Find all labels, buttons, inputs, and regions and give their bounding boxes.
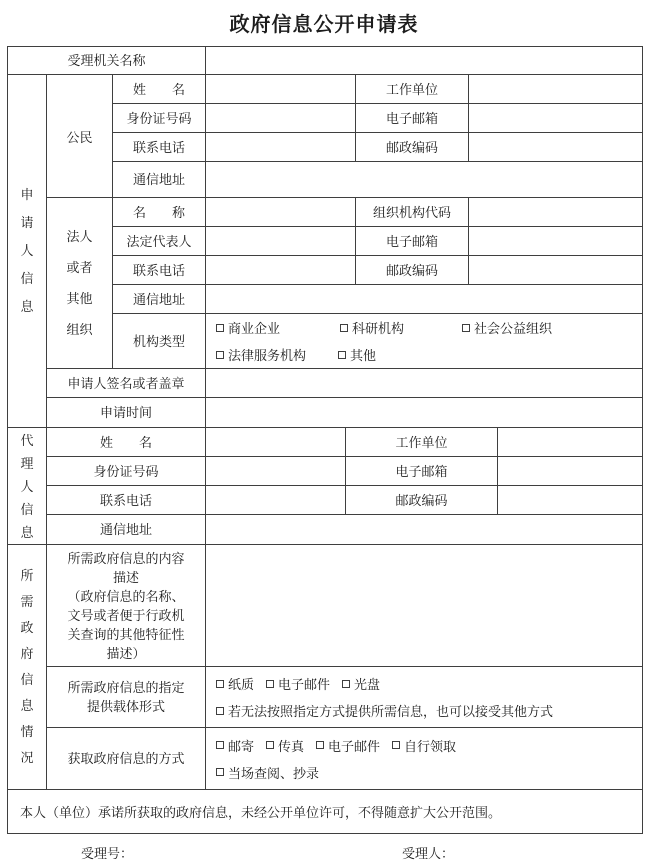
checkbox-email-obtain[interactable] bbox=[316, 736, 380, 755]
checkbox-cd[interactable] bbox=[342, 674, 380, 693]
checkbox-onsite-copy[interactable] bbox=[216, 763, 319, 782]
option-label: 邮寄 bbox=[228, 738, 255, 754]
section-label-agent-text: 代理人信息 bbox=[20, 432, 34, 540]
request-description-input[interactable] bbox=[206, 545, 642, 666]
section-applicant bbox=[8, 75, 642, 428]
org-address-label: 通信地址 bbox=[113, 285, 206, 313]
org-postcode-input[interactable] bbox=[469, 256, 642, 284]
agent-workunit-label: 工作单位 bbox=[346, 428, 498, 456]
apply-time-input[interactable] bbox=[206, 398, 642, 427]
checkbox-accept-other-method[interactable] bbox=[216, 701, 553, 720]
citizen-address-input[interactable] bbox=[206, 162, 642, 197]
commitment-text: 本人（单位）承诺所获取的政府信息，未经公开单位许可，不得随意扩大公开范围。 bbox=[20, 805, 502, 820]
agent-phone-input[interactable] bbox=[206, 486, 346, 514]
accepting-authority-row bbox=[8, 47, 642, 75]
option-label: 电子邮件 bbox=[278, 677, 331, 692]
signature-input[interactable] bbox=[206, 369, 642, 397]
agent-name-input[interactable] bbox=[206, 428, 346, 456]
checkbox-icon bbox=[392, 741, 400, 749]
citizen-name-input[interactable] bbox=[206, 75, 356, 103]
agent-postcode-label: 邮政编码 bbox=[346, 486, 498, 514]
signature-label: 申请人签名或者盖章 bbox=[47, 369, 206, 397]
carrier-row bbox=[47, 667, 642, 728]
org-type-label: 机构类型 bbox=[113, 314, 206, 368]
checkbox-self-pickup[interactable] bbox=[392, 736, 456, 755]
agent-phone-label: 联系电话 bbox=[47, 486, 206, 514]
obtain-options-line2 bbox=[216, 763, 642, 782]
checkbox-legal-service-org[interactable] bbox=[216, 345, 338, 364]
agent-name-row bbox=[47, 428, 642, 457]
citizen-postcode-label: 邮政编码 bbox=[356, 133, 469, 161]
apply-time-label: 申请时间 bbox=[47, 398, 206, 427]
option-label: 当场查阅、抄录 bbox=[228, 765, 320, 781]
citizen-email-input[interactable] bbox=[469, 104, 642, 132]
group-label-citizen bbox=[47, 75, 113, 197]
option-label: 其他 bbox=[350, 348, 377, 363]
checkbox-email-carrier[interactable] bbox=[266, 674, 330, 693]
agent-phone-row bbox=[47, 486, 642, 515]
group-citizen bbox=[47, 75, 642, 198]
carrier-options bbox=[206, 667, 642, 727]
org-code-input[interactable] bbox=[469, 198, 642, 226]
section-agent bbox=[8, 428, 642, 545]
org-phone-input[interactable] bbox=[206, 256, 356, 284]
agent-id-row bbox=[47, 457, 642, 486]
citizen-id-label: 身份证号码 bbox=[113, 104, 206, 132]
citizen-phone-label: 联系电话 bbox=[113, 133, 206, 161]
org-postcode-label: 邮政编码 bbox=[356, 256, 469, 284]
option-label: 法律服务机构 bbox=[228, 348, 307, 363]
group-label-citizen-text: 公民 bbox=[66, 129, 93, 145]
checkbox-icon bbox=[338, 351, 346, 359]
checkbox-icon bbox=[216, 768, 224, 776]
checkbox-public-welfare-org[interactable] bbox=[462, 318, 552, 337]
acceptor-label: 受理人： bbox=[402, 846, 455, 861]
org-phone-label: 联系电话 bbox=[113, 256, 206, 284]
org-phone-row bbox=[113, 256, 642, 285]
agent-workunit-input[interactable] bbox=[498, 428, 642, 456]
agent-postcode-input[interactable] bbox=[498, 486, 642, 514]
group-label-organization bbox=[47, 198, 113, 368]
checkbox-icon bbox=[216, 741, 224, 749]
section-label-applicant bbox=[8, 75, 47, 427]
agent-id-label: 身份证号码 bbox=[47, 457, 206, 485]
checkbox-icon bbox=[216, 707, 224, 715]
section-label-request-text: 所需政府信息情况 bbox=[20, 568, 34, 765]
agent-name-label: 姓 名 bbox=[47, 428, 206, 456]
agent-id-input[interactable] bbox=[206, 457, 346, 485]
agent-address-label: 通信地址 bbox=[47, 515, 206, 544]
carrier-options-line2 bbox=[216, 701, 642, 720]
org-code-label: 组织机构代码 bbox=[356, 198, 469, 226]
obtain-options-line1 bbox=[216, 736, 642, 755]
citizen-address-label: 通信地址 bbox=[113, 162, 206, 197]
citizen-workunit-input[interactable] bbox=[469, 75, 642, 103]
option-label: 商业企业 bbox=[228, 321, 281, 336]
agent-email-label: 电子邮箱 bbox=[346, 457, 498, 485]
citizen-name-row bbox=[113, 75, 642, 104]
option-label: 科研机构 bbox=[352, 321, 405, 336]
signature-row bbox=[47, 369, 642, 398]
footer bbox=[0, 843, 648, 863]
option-label: 社会公益组织 bbox=[474, 321, 553, 336]
checkbox-icon bbox=[266, 680, 274, 688]
checkbox-icon bbox=[342, 680, 350, 688]
checkbox-other-org[interactable] bbox=[338, 345, 376, 364]
acceptance-number-label: 受理号： bbox=[81, 846, 134, 861]
checkbox-fax[interactable] bbox=[266, 736, 304, 755]
option-label: 电子邮件 bbox=[328, 738, 381, 754]
citizen-id-input[interactable] bbox=[206, 104, 356, 132]
option-label: 若无法按照指定方式提供所需信息，也可以接受其他方式 bbox=[228, 704, 554, 719]
obtain-label: 获取政府信息的方式 bbox=[47, 728, 206, 789]
checkbox-icon bbox=[340, 324, 348, 332]
accepting-authority-label: 受理机关名称 bbox=[8, 47, 206, 74]
citizen-postcode-input[interactable] bbox=[469, 133, 642, 161]
checkbox-icon bbox=[216, 324, 224, 332]
group-label-organization-text: 法人或者其他组织 bbox=[66, 229, 93, 337]
org-type-options-line1 bbox=[216, 318, 642, 337]
request-description-row bbox=[47, 545, 642, 667]
checkbox-mail[interactable] bbox=[216, 736, 254, 755]
carrier-options-line1 bbox=[216, 674, 642, 693]
option-label: 传真 bbox=[278, 738, 305, 754]
org-type-row bbox=[113, 314, 642, 368]
option-label: 纸质 bbox=[228, 677, 255, 692]
page-title: 政府信息公开申请表 bbox=[229, 14, 419, 36]
org-representative-row bbox=[113, 227, 642, 256]
org-email-label: 电子邮箱 bbox=[356, 227, 469, 255]
apply-time-row bbox=[47, 398, 642, 427]
org-name-row bbox=[113, 198, 642, 227]
checkbox-research-institution[interactable] bbox=[340, 318, 462, 337]
option-label: 光盘 bbox=[354, 677, 381, 692]
checkbox-icon bbox=[266, 741, 274, 749]
org-type-options bbox=[206, 314, 642, 368]
org-representative-input[interactable] bbox=[206, 227, 356, 255]
checkbox-icon bbox=[216, 680, 224, 688]
citizen-email-label: 电子邮箱 bbox=[356, 104, 469, 132]
application-form bbox=[7, 46, 643, 834]
section-label-request bbox=[8, 545, 47, 789]
org-address-row bbox=[113, 285, 642, 314]
checkbox-commercial-enterprise[interactable] bbox=[216, 318, 340, 337]
citizen-name-label: 姓 名 bbox=[113, 75, 206, 103]
citizen-phone-input[interactable] bbox=[206, 133, 356, 161]
obtain-row bbox=[47, 728, 642, 789]
agent-email-input[interactable] bbox=[498, 457, 642, 485]
org-name-input[interactable] bbox=[206, 198, 356, 226]
org-email-input[interactable] bbox=[469, 227, 642, 255]
checkbox-icon bbox=[216, 351, 224, 359]
section-request bbox=[8, 545, 642, 790]
section-label-agent bbox=[8, 428, 47, 544]
carrier-label: 所需政府信息的指定 提供载体形式 bbox=[47, 667, 206, 727]
citizen-phone-row bbox=[113, 133, 642, 162]
org-name-label: 名 称 bbox=[113, 198, 206, 226]
checkbox-paper[interactable] bbox=[216, 674, 254, 693]
accepting-authority-input[interactable] bbox=[206, 47, 642, 74]
agent-address-input[interactable] bbox=[206, 515, 642, 544]
checkbox-icon bbox=[316, 741, 324, 749]
request-description-label: 所需政府信息的内容 描述 （政府信息的名称、 文号或者便于行政机 关查询的其他特征性 描述） bbox=[47, 545, 206, 666]
group-organization bbox=[47, 198, 642, 369]
section-label-applicant-text: 申请人信息 bbox=[20, 187, 34, 314]
citizen-id-row bbox=[113, 104, 642, 133]
citizen-workunit-label: 工作单位 bbox=[356, 75, 469, 103]
checkbox-icon bbox=[462, 324, 470, 332]
agent-address-row bbox=[47, 515, 642, 544]
org-representative-label: 法定代表人 bbox=[113, 227, 206, 255]
obtain-options bbox=[206, 728, 642, 789]
org-type-options-line2 bbox=[216, 345, 642, 364]
citizen-address-row bbox=[113, 162, 642, 197]
org-address-input[interactable] bbox=[206, 285, 642, 313]
commitment-row bbox=[8, 790, 642, 833]
option-label: 自行领取 bbox=[404, 738, 457, 754]
